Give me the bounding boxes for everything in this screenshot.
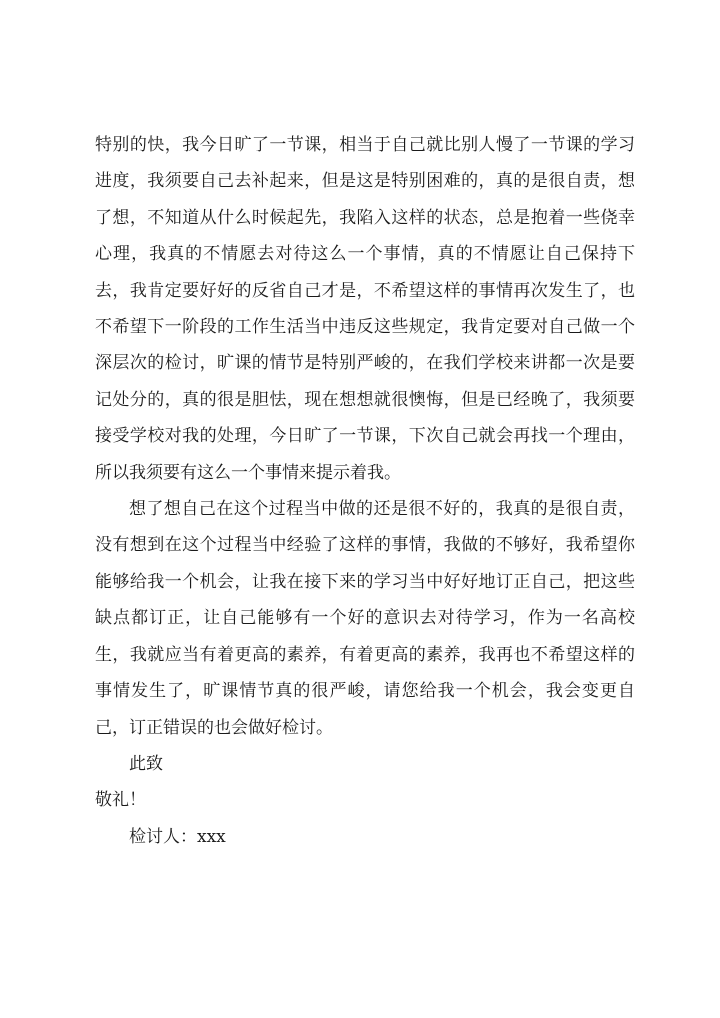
signature-line: 检讨人：xxx — [129, 826, 226, 847]
document-body — [95, 127, 635, 855]
paragraph-continued: 特别的快，我今日旷了一节课，相当于自己就比别人慢了一节课的学习进度，我须要自己去补起来，但是这是特别困难的，真的是很自责，想了想，不知道从什么时候起先，我陷入这样的状态，总是抱着一些侥幸心理，我真的不情愿去对待这么一个事情，真的不情愿让自己保持下去，我肯定要好好的反省自己才是，不希望这样的事情再次发生了，也不希望下一阶段的工作生活当中违反这些规定，我肯定要对自己做一个深层次的检讨，旷课的情节是特别严峻的，在我们学校来讲都一次是要记处分的，真的很是胆怯，现在想想就很懊悔，但是已经晚了，我须要接受学校对我的处理，今日旷了一节课，下次自己就会再找一个理由，所以我须要有这么一个事情来提示着我。 — [95, 135, 635, 483]
closing-salutation: 此致 — [129, 753, 163, 774]
paragraph-reflection: 想了想自己在这个过程当中做的还是很不好的，我真的是很自责，没有想到在这个过程当中经验了这样的事情，我做的不够好，我希望你能够给我一个机会，让我在接下来的学习当中好好地订正自己，把这些缺点都订正，让自己能够有一个好的意识去对待学习，作为一名高校生，我就应当有着更高的素养，有着更高的素养，我再也不希望这样的事情发生了，旷课情节真的很严峻，请您给我一个机会，我会变更自己，订正错误的也会做好检讨。 — [95, 499, 635, 738]
closing-regards: 敬礼！ — [95, 790, 146, 811]
